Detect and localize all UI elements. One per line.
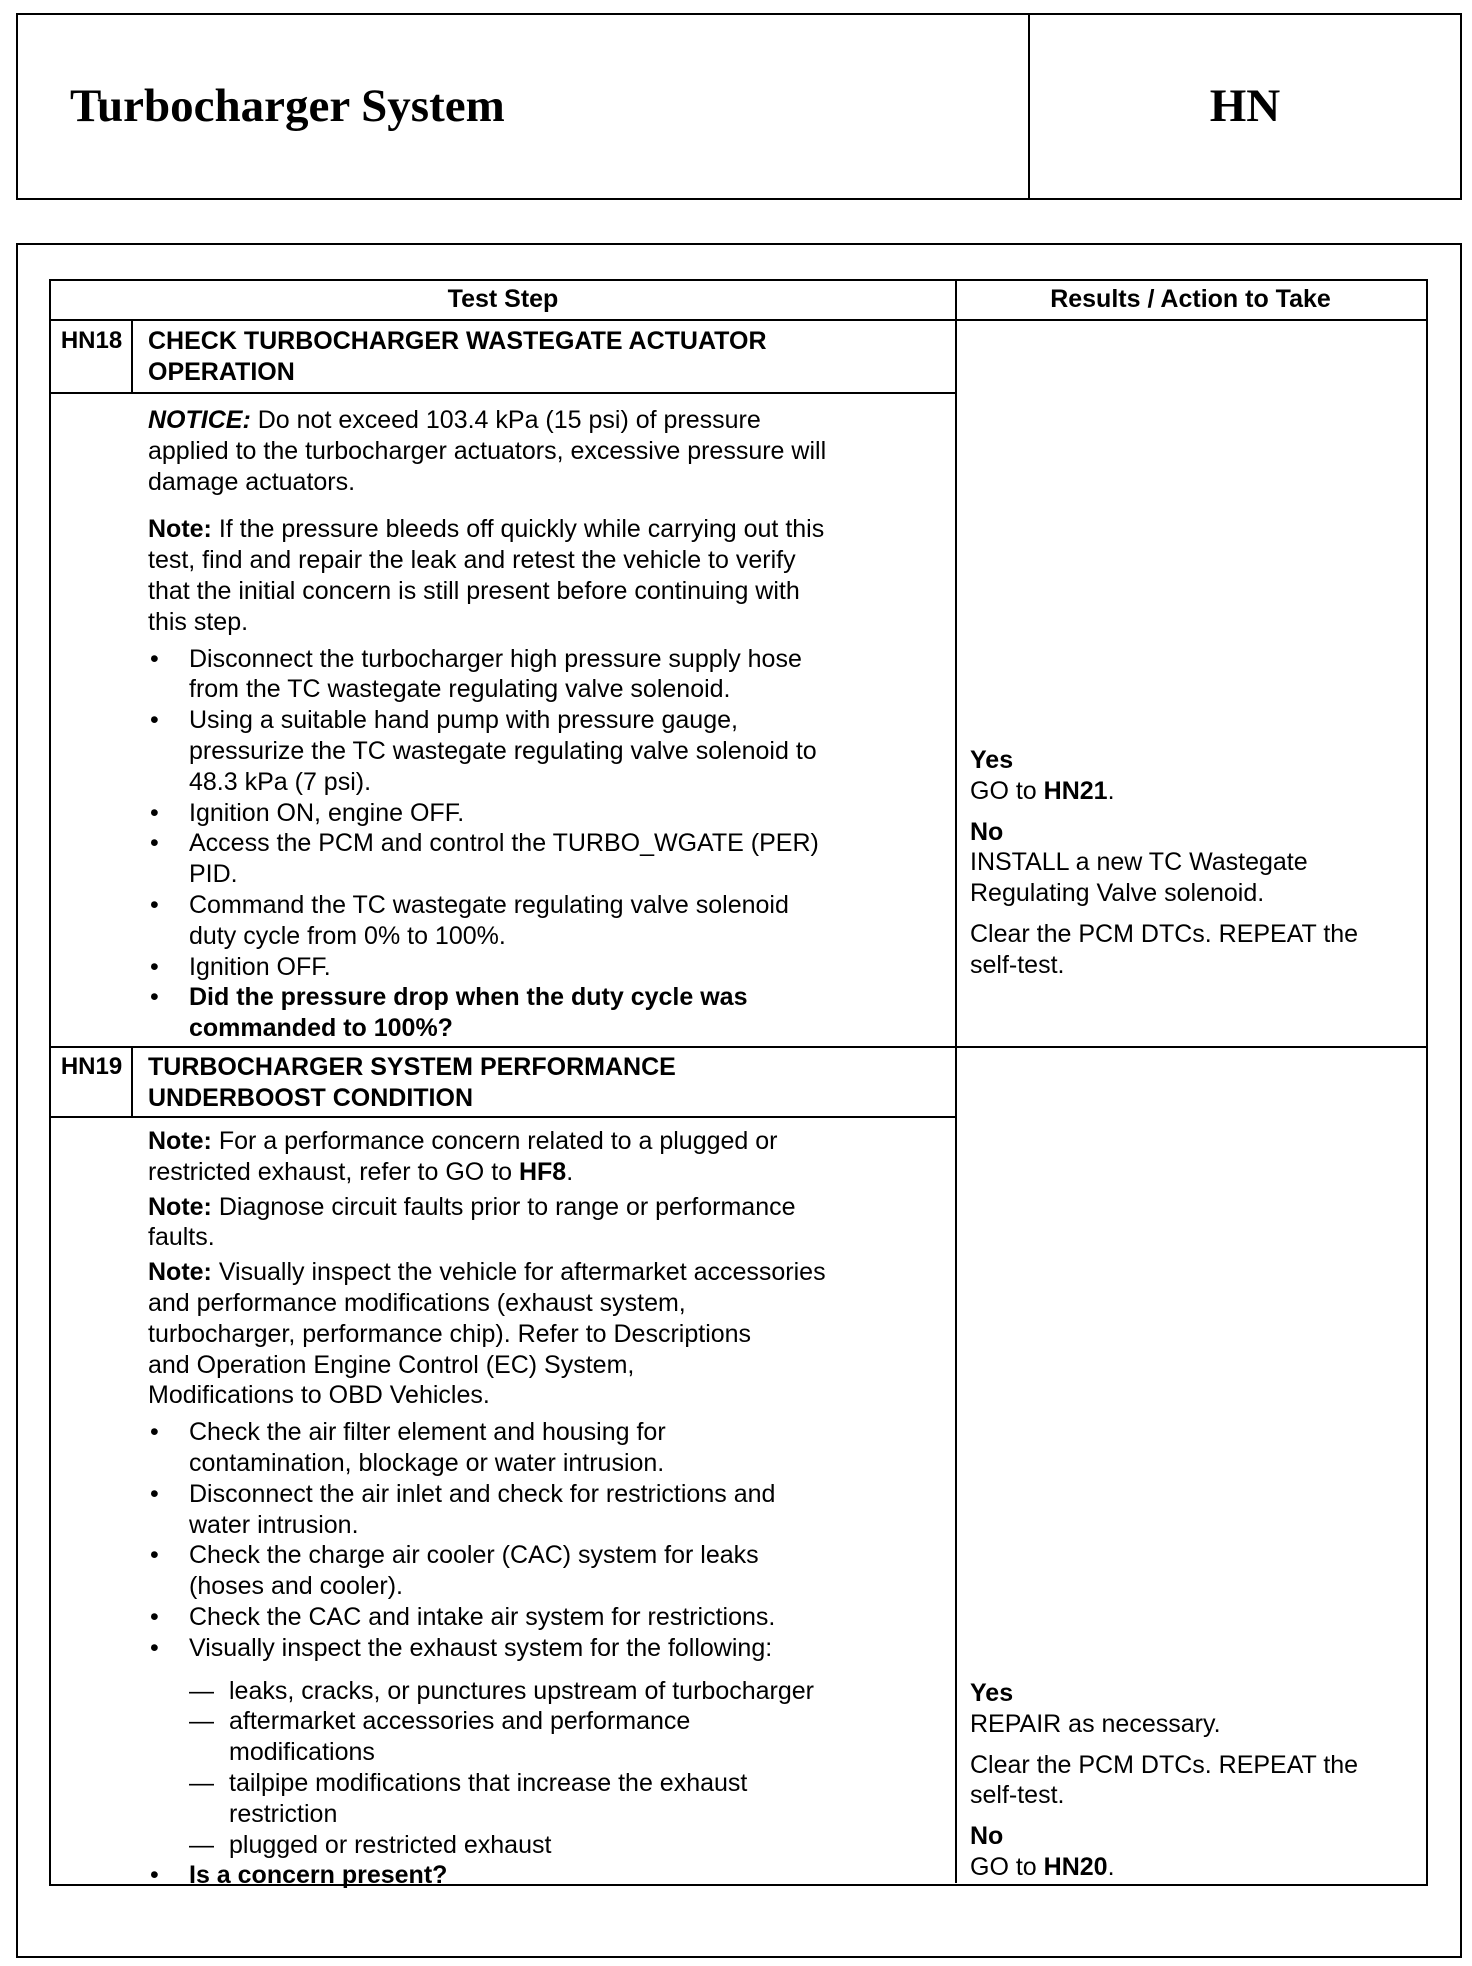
text-segment: Did the pressure drop when the duty cycle was: [189, 983, 748, 1012]
text-line: [148, 1222, 826, 1253]
text-line: [229, 1706, 826, 1737]
text-segment: No: [970, 817, 1004, 846]
bullet-icon: •: [150, 1633, 159, 1662]
text-segment: For a performance concern related to a plugged or: [211, 1127, 778, 1155]
text-segment: .: [1107, 776, 1115, 805]
text-line: [970, 776, 1358, 807]
text-segment: PID.: [189, 860, 238, 889]
bullet-icon: •: [150, 829, 159, 858]
text-line: [148, 436, 826, 467]
hn19-title-rule: [49, 1116, 956, 1118]
text-segment: from the TC wastegate regulating valve solenoid.: [189, 675, 731, 704]
bullet-item: [148, 1479, 826, 1541]
text-line: [970, 817, 1358, 848]
text-segment: NOTICE:: [148, 406, 251, 434]
text-segment: Visually inspect the vehicle for aftermarket accessories: [211, 1258, 826, 1287]
text-line: [189, 644, 826, 675]
text-line: [970, 847, 1358, 878]
text-segment: .: [1107, 1852, 1115, 1881]
text-segment: Note:: [148, 1258, 212, 1287]
text-line: [148, 576, 826, 607]
hn18-title-rule: [49, 392, 956, 394]
text-segment: .: [566, 1157, 574, 1186]
text-segment: restricted exhaust, refer to GO to: [148, 1157, 519, 1186]
page-header: [16, 13, 1462, 200]
step-body-hn18: [148, 405, 826, 1044]
text-segment: contamination, blockage or water intrusion.: [189, 1448, 665, 1477]
bullet-item: [148, 1540, 826, 1602]
bullet-item: [148, 1860, 826, 1891]
bullet-icon: •: [150, 706, 159, 735]
text-segment: plugged or restricted exhaust: [229, 1830, 552, 1859]
text-segment: water intrusion.: [189, 1510, 359, 1539]
text-line: [148, 467, 826, 498]
text-segment: (hoses and cooler).: [189, 1572, 404, 1601]
text-line: [229, 1737, 826, 1768]
text-segment: self-test.: [970, 950, 1065, 979]
bullet-icon: •: [150, 952, 159, 981]
text-segment: Yes: [970, 1679, 1014, 1707]
text-segment: Visually inspect the exhaust system for the following:: [189, 1633, 773, 1662]
bullet-item: [148, 952, 826, 983]
text-segment: HF8: [518, 1157, 567, 1186]
section-title: Turbocharger System: [70, 80, 505, 132]
paragraph: [148, 1126, 826, 1188]
dash-icon: —: [189, 1830, 214, 1859]
step-id-hn19: HN19: [60, 1053, 123, 1080]
dash-item: [148, 1676, 826, 1707]
text-segment: duty cycle from 0% to 100%.: [189, 921, 506, 950]
text-line: [148, 1380, 826, 1411]
paragraph: [970, 817, 1358, 909]
text-line: [189, 767, 826, 798]
paragraph: [970, 919, 1358, 981]
results-column-divider: [955, 279, 957, 1883]
text-segment: test, find and repair the leak and retest the vehicle to verify: [148, 546, 796, 575]
text-line: [189, 798, 826, 829]
text-segment: aftermarket accessories and performance: [229, 1707, 691, 1736]
paragraph: [148, 1257, 826, 1411]
text-segment: that the initial concern is still present before continuing with: [148, 576, 800, 605]
text-segment: REPAIR as necessary.: [970, 1709, 1221, 1738]
text-line: [189, 736, 826, 767]
text-line: [970, 745, 1358, 776]
bullet-item: [148, 890, 826, 952]
step-title-line: TURBOCHARGER SYSTEM PERFORMANCE: [148, 1053, 676, 1081]
text-segment: Modifications to OBD Vehicles.: [148, 1381, 490, 1410]
text-segment: leaks, cracks, or punctures upstream of turbocharger: [229, 1676, 814, 1705]
text-line: [229, 1830, 826, 1861]
dash-item: [148, 1830, 826, 1861]
step-body-hn19: [148, 1126, 826, 1891]
text-segment: Clear the PCM DTCs. REPEAT the: [970, 919, 1359, 948]
bullet-icon: •: [150, 890, 159, 919]
text-segment: Note:: [148, 515, 212, 544]
text-segment: this step.: [148, 607, 249, 636]
text-line: [148, 1126, 826, 1157]
text-segment: tailpipe modifications that increase the exhaust: [229, 1768, 748, 1797]
text-segment: GO to: [970, 776, 1044, 805]
step-title-line: OPERATION: [148, 357, 295, 386]
text-segment: Regulating Valve solenoid.: [970, 879, 1265, 908]
dash-icon: —: [189, 1676, 214, 1705]
text-segment: Access the PCM and control the TURBO_WGATE (PER): [189, 829, 819, 858]
text-segment: Yes: [970, 746, 1014, 774]
bullet-icon: •: [150, 1861, 159, 1890]
bullet-item: [148, 1602, 826, 1633]
step-results-hn19: [970, 1678, 1358, 1883]
text-segment: Using a suitable hand pump with pressure gauge,: [189, 706, 738, 735]
text-line: [189, 828, 826, 859]
bullet-icon: •: [150, 1541, 159, 1570]
text-segment: Note:: [148, 1127, 212, 1155]
bullet-item: [148, 828, 826, 890]
bullet-item: [148, 1633, 826, 1664]
text-line: [189, 1633, 826, 1664]
text-segment: and performance modifications (exhaust system,: [148, 1288, 686, 1317]
bullet-icon: •: [150, 644, 159, 673]
text-segment: Is a concern present?: [189, 1861, 448, 1890]
text-line: [148, 405, 826, 436]
bullet-icon: •: [150, 1479, 159, 1508]
text-segment: Disconnect the turbocharger high pressure supply hose: [189, 644, 802, 673]
text-line: [189, 859, 826, 890]
bullet-item: [148, 798, 826, 829]
text-line: [229, 1799, 826, 1830]
step-results-hn18: [970, 745, 1358, 981]
text-line: [189, 674, 826, 705]
text-line: [189, 1860, 826, 1891]
text-line: [148, 514, 826, 545]
text-line: [189, 1571, 826, 1602]
text-line: [148, 1288, 826, 1319]
text-segment: No: [970, 1822, 1004, 1851]
paragraph: [970, 1678, 1358, 1740]
step-id-hn18: HN18: [60, 327, 123, 354]
text-segment: Ignition OFF.: [189, 952, 331, 981]
text-segment: Diagnose circuit faults prior to range or performance: [211, 1192, 796, 1221]
dash-item: [148, 1768, 826, 1830]
text-line: [148, 1192, 826, 1223]
text-line: [970, 1821, 1358, 1852]
text-segment: Check the charge air cooler (CAC) system for leaks: [189, 1541, 759, 1570]
text-line: [189, 1448, 826, 1479]
bullet-item: [148, 982, 826, 1044]
bullet-item: [148, 1417, 826, 1479]
text-line: [189, 1417, 826, 1448]
text-line: [189, 1602, 826, 1633]
bullet-item: [148, 705, 826, 797]
step-title-hn19: [148, 1052, 676, 1114]
text-line: [148, 545, 826, 576]
hn18-end-rule: [49, 1046, 1426, 1048]
text-segment: GO to: [970, 1852, 1044, 1881]
text-line: [148, 1319, 826, 1350]
section-code: HN: [1209, 80, 1281, 132]
text-line: [970, 919, 1358, 950]
text-segment: HN21: [1043, 776, 1108, 805]
bullet-icon: •: [150, 983, 159, 1012]
text-segment: self-test.: [970, 1781, 1065, 1810]
bullet-icon: •: [150, 1418, 159, 1447]
text-line: [970, 1780, 1358, 1811]
text-line: [189, 705, 826, 736]
column-header-test-step: Test Step: [447, 285, 559, 313]
text-line: [970, 1709, 1358, 1740]
text-line: [970, 1678, 1358, 1709]
text-segment: pressurize the TC wastegate regulating valve solenoid to: [189, 736, 817, 765]
step-title-hn18: [148, 326, 767, 388]
text-segment: Disconnect the air inlet and check for restrictions and: [189, 1479, 776, 1508]
text-segment: Command the TC wastegate regulating valve solenoid: [189, 890, 789, 919]
bullet-icon: •: [150, 1602, 159, 1631]
step-title-line: CHECK TURBOCHARGER WASTEGATE ACTUATOR: [148, 327, 767, 355]
text-segment: Ignition ON, engine OFF.: [189, 798, 465, 827]
step-title-line: UNDERBOOST CONDITION: [148, 1083, 473, 1112]
column-header-results: Results / Action to Take: [1050, 285, 1331, 313]
text-segment: faults.: [148, 1223, 215, 1252]
dash-item: [148, 1706, 826, 1768]
text-segment: If the pressure bleeds off quickly while carrying out this: [211, 515, 825, 544]
text-line: [189, 921, 826, 952]
text-segment: damage actuators.: [148, 467, 356, 496]
text-line: [229, 1676, 826, 1707]
text-line: [189, 890, 826, 921]
text-line: [189, 1013, 826, 1044]
paragraph: [148, 405, 826, 497]
text-segment: Check the CAC and intake air system for restrictions.: [189, 1602, 776, 1631]
paragraph: [148, 1192, 826, 1254]
text-segment: Clear the PCM DTCs. REPEAT the: [970, 1750, 1359, 1779]
text-line: [148, 607, 826, 638]
text-segment: applied to the turbocharger actuators, excessive pressure will: [148, 436, 827, 465]
paragraph: [970, 745, 1358, 807]
text-segment: restriction: [229, 1799, 338, 1828]
text-line: [189, 982, 826, 1013]
text-line: [229, 1768, 826, 1799]
text-line: [189, 1540, 826, 1571]
text-segment: Note:: [148, 1192, 212, 1221]
text-segment: commanded to 100%?: [189, 1014, 453, 1043]
text-line: [970, 950, 1358, 981]
text-line: [970, 878, 1358, 909]
text-line: [148, 1350, 826, 1381]
text-segment: and Operation Engine Control (EC) System,: [148, 1350, 635, 1379]
text-line: [970, 1750, 1358, 1781]
text-segment: turbocharger, performance chip). Refer to Descriptions: [148, 1319, 752, 1348]
text-line: [189, 952, 826, 983]
text-segment: INSTALL a new TC Wastegate: [970, 848, 1308, 877]
paragraph: [970, 1821, 1358, 1883]
dash-icon: —: [189, 1707, 214, 1736]
text-line: [148, 1257, 826, 1288]
bullet-item: [148, 644, 826, 706]
text-line: [148, 1157, 826, 1188]
bullet-icon: •: [150, 798, 159, 827]
text-segment: modifications: [229, 1738, 375, 1767]
text-line: [970, 1852, 1358, 1883]
text-line: [189, 1479, 826, 1510]
text-segment: 48.3 kPa (7 psi).: [189, 767, 372, 796]
text-line: [189, 1510, 826, 1541]
text-segment: HN20: [1043, 1852, 1108, 1881]
text-segment: Do not exceed 103.4 kPa (15 psi) of pressure: [250, 406, 761, 434]
dash-icon: —: [189, 1768, 214, 1797]
paragraph: [148, 514, 826, 637]
paragraph: [970, 1750, 1358, 1812]
text-segment: Check the air filter element and housing for: [189, 1418, 666, 1447]
